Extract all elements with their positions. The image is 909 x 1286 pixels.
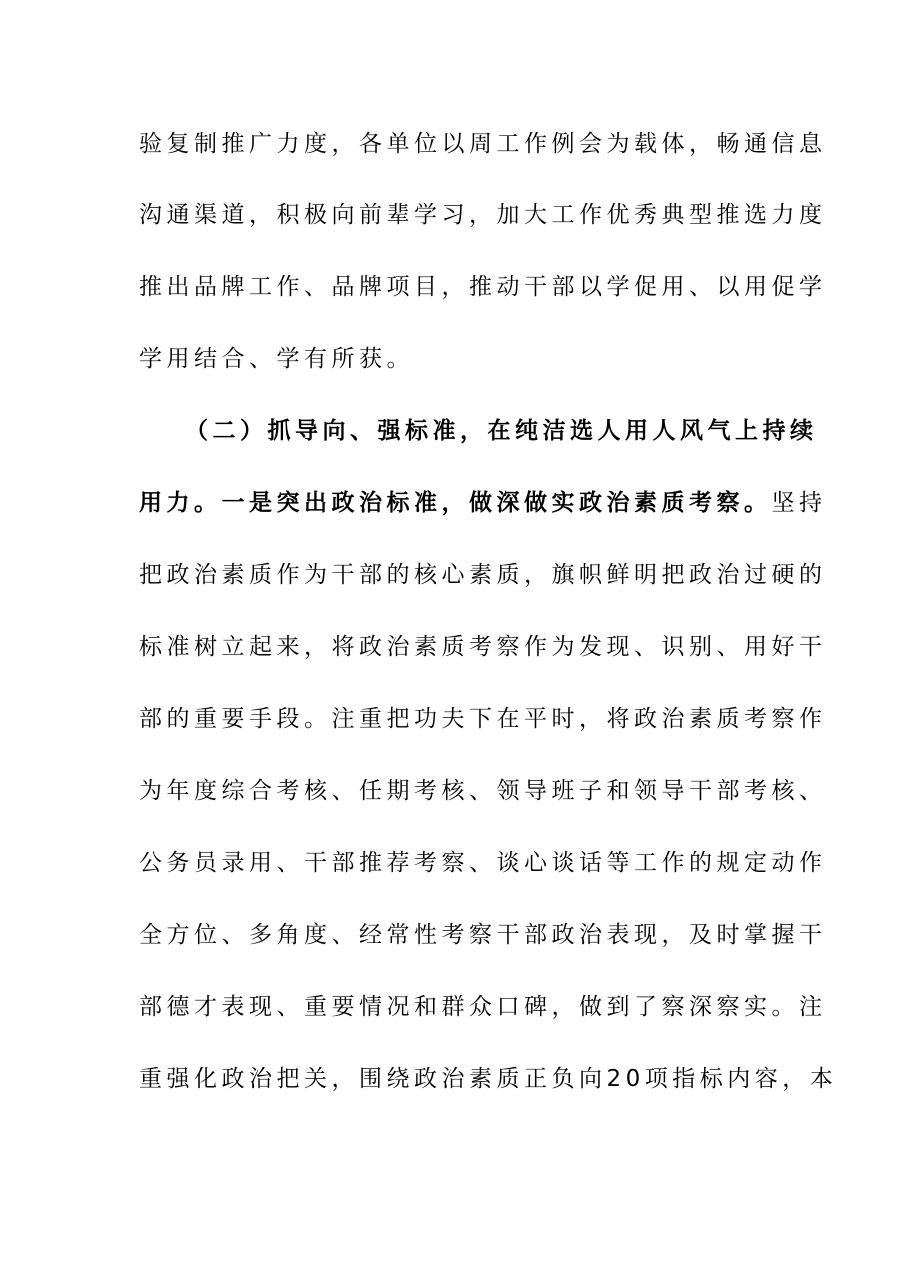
paragraph-line-4: 学用结合、学有所获。 <box>139 346 414 372</box>
paragraph-line-14: 重强化政治把关，围绕政治素质正负向20项指标内容，本 <box>139 1066 838 1092</box>
paragraph-line-11: 公务员录用、干部推荐考察、谈心谈话等工作的规定动作 <box>139 850 827 876</box>
paragraph-line-12: 全方位、多角度、经常性考察干部政治表现，及时掌握干 <box>139 922 827 948</box>
section-heading-line-2 <box>139 483 827 523</box>
paragraph-line-2: 沟通渠道，积极向前辈学习，加大工作优秀典型推选力度 <box>139 202 827 228</box>
paragraph-line-1: 验复制推广力度，各单位以周工作例会为载体，畅通信息 <box>139 131 827 157</box>
paragraph-line-10: 为年度综合考核、任期考核、领导班子和领导干部考核、 <box>139 778 827 804</box>
paragraph-line-3: 推出品牌工作、品牌项目，推动干部以学促用、以用促学 <box>139 274 827 300</box>
subheading-normal-text: 坚持 <box>771 490 827 516</box>
paragraph-line-7: 把政治素质作为干部的核心素质，旗帜鲜明把政治过硬的 <box>139 562 827 588</box>
paragraph-line-9: 部的重要手段。注重把功夫下在平时，将政治素质考察作 <box>139 706 827 732</box>
paragraph-line-8: 标准树立起来，将政治素质考察作为发现、识别、用好干 <box>139 634 827 660</box>
paragraph-line-13: 部德才表现、重要情况和群众口碑，做到了察深察实。注 <box>139 994 827 1020</box>
section-heading-line-1: （二）抓导向、强标准，在纯洁选人用人风气上持续 <box>185 418 818 444</box>
subheading-bold-text: 用力。一是突出政治标准，做深做实政治素质考察。 <box>139 490 772 516</box>
